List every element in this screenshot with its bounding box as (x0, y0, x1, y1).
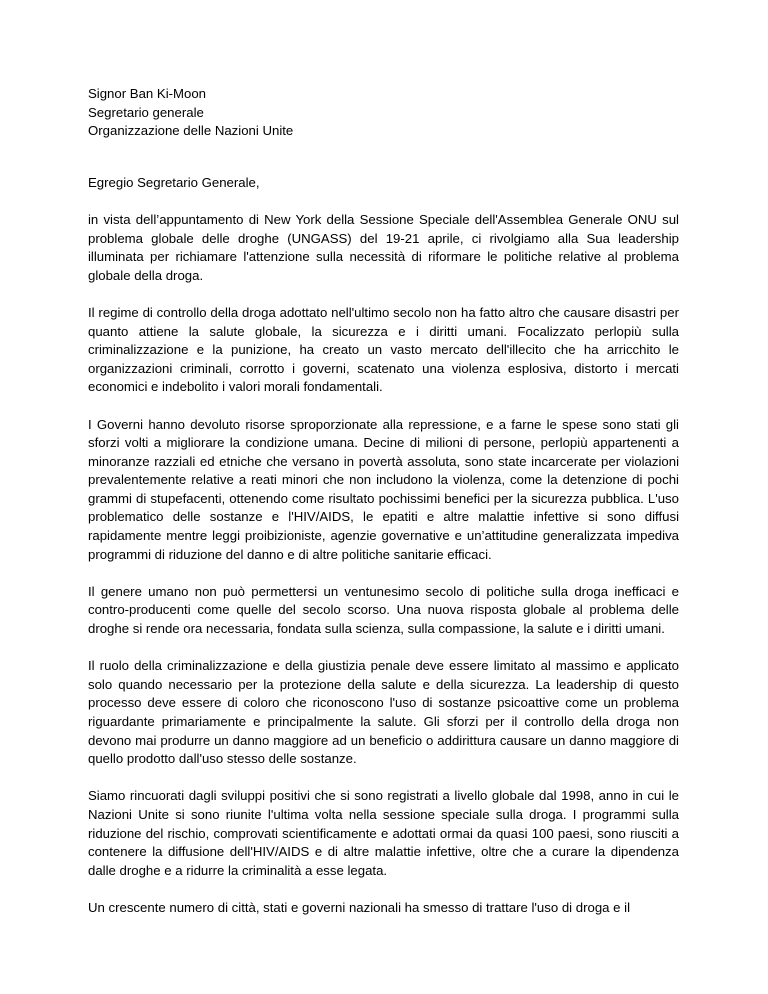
paragraph-4: Il genere umano non può permettersi un ventunesimo secolo di politiche sulla droga inefficaci e contro-producenti come quelle del secolo scorso. Una nuova risposta globale al problema delle droghe si rende ora necessaria, fondata sulla scienza, sulla compassione, la salute e i diritti umani. (88, 583, 679, 637)
paragraph-2: Il regime di controllo della droga adottato nell'ultimo secolo non ha fatto altro che causare disastri per quanto attiene la salute globale, la sicurezza e i diritti umani. Focalizzato perlopiù sulla criminalizzazione e la punizione, ha creato un vasto mercato dell'illecito che ha arricchito le organizzazioni criminali, corrotto i governi, scatenato una violenza esplosiva, distorto i mercati economici e indebolito i valori morali fondamentali. (88, 304, 679, 395)
recipient-name: Signor Ban Ki-Moon (88, 86, 207, 101)
paragraph-5: Il ruolo della criminalizzazione e della giustizia penale deve essere limitato al massimo e applicato solo quando necessario per la protezione della salute e della sicurezza. La leadership di questo processo deve essere di coloro che riconoscono l'uso di sostanze psicoattive come un problema riguardante primariamente e principalmente la salute. Gli sforzi per il controllo della droga non devono mai produrre un danno maggiore ad un beneficio o addirittura causare un danno maggiore di quello prodotto dall'uso stesso delle sostanze. (88, 658, 679, 767)
salutation-text: Egregio Segretario Generale, (88, 174, 260, 190)
salutation (88, 174, 679, 193)
paragraph-1: in vista dell’appuntamento di New York della Sessione Speciale dell'Assemblea Generale ONU sul problema globale delle droghe (UNGASS) del 19-21 aprile, ci rivolgiamo alla Sua leadership illuminata per richiamare l'attenzione sulla necessità di riformare le politiche relative al problema globale della droga. (88, 211, 679, 283)
recipient-organization: Organizzazione delle Nazioni Unite (88, 123, 294, 139)
paragraph-7: Un crescente numero di città, stati e governi nazionali ha smesso di trattare l'uso di droga e il (88, 899, 631, 915)
paragraph-6: Siamo rincuorati dagli sviluppi positivi che si sono registrati a livello globale dal 1998, anno in cui le Nazioni Unite si sono riunite l'ultima volta nella sessione speciale sulla droga. I programmi sulla riduzione del rischio, comprovati scientificamente e adottati ormai da quasi 100 paesi, sono riusciti a contenere la diffusione dell'HIV/AIDS e di altre malattie infettive, oltre che a curare la dipendenza dalle droghe e a ridurre la criminalità a esse legata. (88, 788, 679, 878)
recipient-address (88, 85, 679, 141)
recipient-title: Segretario generale (88, 104, 204, 120)
paragraph-3: I Governi hanno devoluto risorse sproporzionate alla repressione, e a farne le spese sono stati gli sforzi volti a migliorare la condizione umana. Decine di milioni di persone, perlopiù appartenenti a minoranze razziali ed etniche che versano in povertà assoluta, sono state incarcerate per violazioni prevalentemente relative a reati minori che non includono la violenza, come la detenzione di pochi grammi di stupefacenti, ottenendo come risultato pochissimi benefici per la sicurezza pubblica. L'uso problematico delle sostanze e l'HIV/AIDS, le epatiti e altre malattie infettive si sono diffusi rapidamente mentre leggi proibizioniste, agenzie governative e un’attitudine generalizzata impediva programmi di riduzione del danno e di altre politiche sanitarie efficaci. (88, 416, 679, 562)
